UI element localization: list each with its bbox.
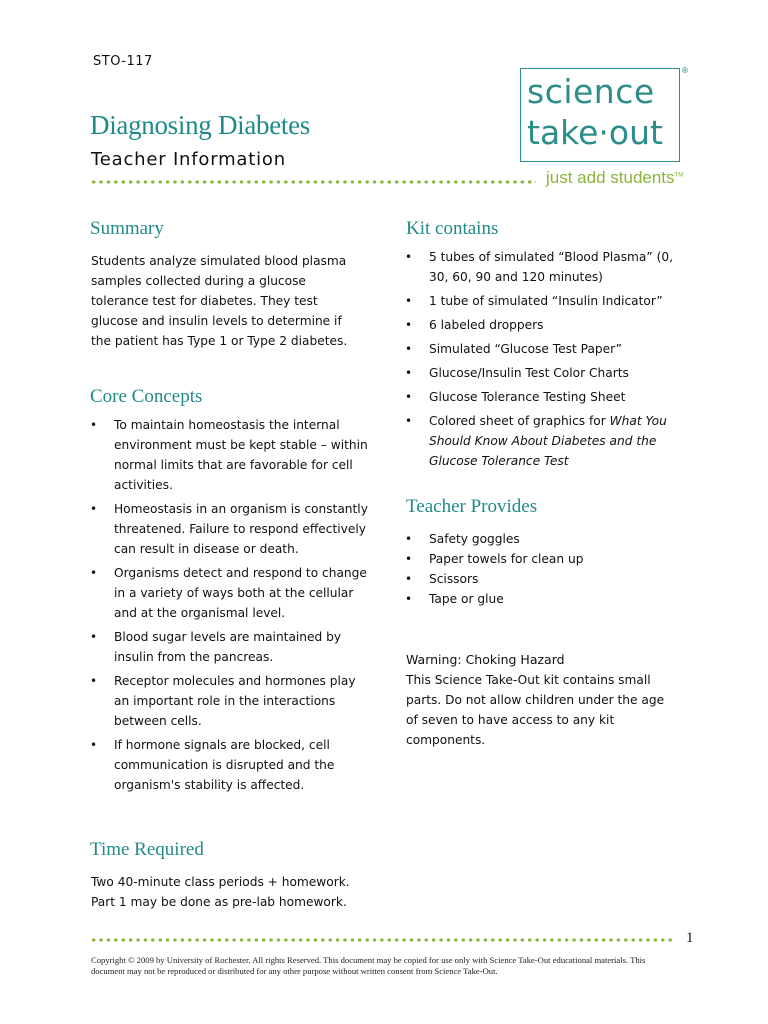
list-item: • Safety goggles bbox=[405, 529, 680, 549]
list-item: • 6 labeled droppers bbox=[405, 315, 680, 335]
header-dotted-divider bbox=[90, 180, 536, 184]
page-title: Diagnosing Diabetes bbox=[90, 110, 311, 140]
core-concepts-heading: Core Concepts bbox=[90, 386, 203, 407]
time-required-text bbox=[91, 872, 391, 912]
summary-heading: Summary bbox=[90, 218, 164, 239]
list-item bbox=[405, 411, 680, 471]
copyright-notice: Copyright © 2009 by University of Rochester. All rights Reserved. This document may be copied for use only with Science Take-Out educational materials. This document may not be reproduced or distributed for any other purpose without written consent from Science Take-Out. bbox=[91, 955, 646, 976]
logo-line-2: take·out bbox=[527, 113, 663, 152]
time-required-heading: Time Required bbox=[90, 839, 204, 860]
document-id: STO-117 bbox=[93, 54, 153, 69]
page-number: 1 bbox=[686, 930, 694, 946]
warning-heading: Warning: Choking Hazard bbox=[406, 652, 565, 667]
trademark-mark: TM bbox=[674, 172, 684, 179]
kit-contains-heading: Kit contains bbox=[406, 218, 499, 239]
list-item: • To maintain homeostasis the internal environment must be kept stable – within normal limits that are favorable for cell activities. bbox=[90, 415, 372, 495]
summary-text: Students analyze simulated blood plasma samples collected during a glucose tolerance test for diabetes. They test glucose and insulin levels to determine if the patient has Type 1 or Type 2 diabetes. bbox=[91, 254, 348, 348]
list-item: • Scissors bbox=[405, 569, 680, 589]
list-item: • 1 tube of simulated “Insulin Indicator” bbox=[405, 291, 680, 311]
list-item: • Glucose/Insulin Test Color Charts bbox=[405, 363, 680, 383]
logo-line-1: science bbox=[527, 72, 655, 111]
kit-contains-list bbox=[405, 247, 680, 475]
page-subtitle: Teacher Information bbox=[91, 149, 286, 170]
list-item: • Blood sugar levels are maintained by insulin from the pancreas. bbox=[90, 627, 372, 667]
list-item: • Paper towels for clean up bbox=[405, 549, 680, 569]
teacher-provides-list bbox=[405, 529, 680, 609]
tagline-text: just add students bbox=[546, 168, 675, 187]
list-item: • 5 tubes of simulated “Blood Plasma” (0, 30, 60, 90 and 120 minutes) bbox=[405, 247, 680, 287]
time-required-line-1: Two 40-minute class periods + homework. bbox=[91, 875, 350, 889]
footer-dotted-divider bbox=[90, 938, 674, 942]
registered-mark: ® bbox=[681, 66, 689, 75]
list-item: • If hormone signals are blocked, cell communication is disrupted and the organism's stability is affected. bbox=[90, 735, 372, 795]
warning-text: This Science Take-Out kit contains small parts. Do not allow children under the age of seven to have access to any kit components. bbox=[406, 673, 665, 747]
list-item-italic-text: What You Should Know About Diabetes and the Glucose Tolerance Test bbox=[429, 414, 667, 468]
list-item-text: Colored sheet of graphics for bbox=[429, 414, 610, 428]
list-item: • Tape or glue bbox=[405, 589, 680, 609]
core-concepts-list bbox=[90, 415, 372, 799]
list-item: • Simulated “Glucose Test Paper” bbox=[405, 339, 680, 359]
list-item: • Glucose Tolerance Testing Sheet bbox=[405, 387, 680, 407]
logo-tagline bbox=[546, 168, 683, 188]
list-item: • Homeostasis in an organism is constantly threatened. Failure to respond effectively can result in disease or death. bbox=[90, 499, 372, 559]
list-item: • Receptor molecules and hormones play an important role in the interactions between cells. bbox=[90, 671, 372, 731]
teacher-provides-heading: Teacher Provides bbox=[406, 496, 538, 517]
list-item: • Organisms detect and respond to change in a variety of ways both at the cellular and at the organismal level. bbox=[90, 563, 372, 623]
time-required-line-2: Part 1 may be done as pre-lab homework. bbox=[91, 895, 347, 909]
